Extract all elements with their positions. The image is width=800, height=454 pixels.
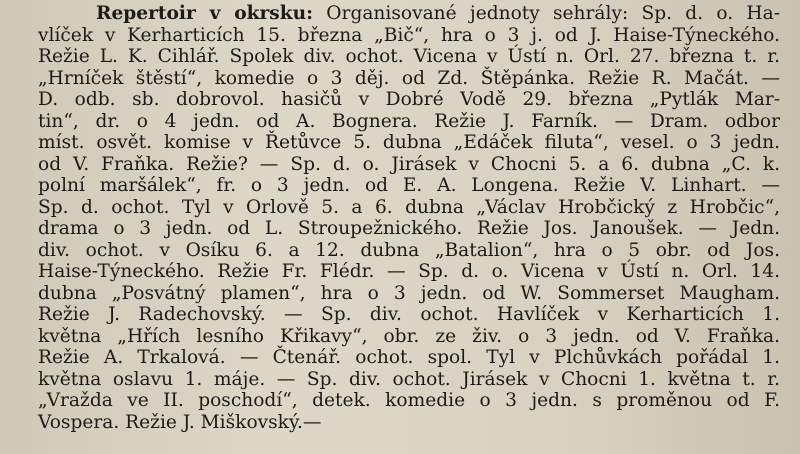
- section-heading: Repertoir v okrsku:: [96, 3, 314, 24]
- paragraph-line: Režie A. Trkalová. — Čtenář. ochot. spol. Tyl v Plchůvkách pořádal 1.: [38, 347, 780, 368]
- paragraph-line: D. odb. sb. dobrovol. hasičů v Dobré Vodě 29. března „Pytlák Mar-: [38, 89, 780, 110]
- paragraph-line: Režie J. Radechovský. — Sp. div. ochot. Havlíček v Kerharticích 1.: [38, 304, 780, 325]
- paragraph-line: „Vražda ve II. poschodí“, detek. komedie o 3 jedn. s proměnou od F.: [38, 390, 780, 411]
- paragraph-line: polní maršálek“, fr. o 3 jedn. od E. A. Longena. Režie V. Linhart. —: [38, 175, 780, 196]
- paragraph-line: Haise-Týneckého. Režie Fr. Flédr. — Sp. d. o. Vicena v Ústí n. Orl. 14.: [38, 261, 780, 282]
- paragraph-line: od V. Fraňka. Režie? — Sp. d. o. Jirásek v Chocni 5. a 6. dubna „C. k.: [38, 153, 780, 175]
- paragraph-line: Sp. d. ochot. Tyl v Orlově 5. a 6. dubna „Václav Hrobčický z Hrobčic“,: [38, 196, 780, 218]
- paragraph-line: div. ochot. v Osíku 6. a 12. dubna „Batalion“, hra o 5 obr. od Jos.: [38, 239, 780, 261]
- paragraph-line: května oslavu 1. máje. — Sp. div. ochot. Jirásek v Chocni 1. května t. r.: [38, 368, 780, 390]
- paragraph-line: dubna „Posvátný plamen“, hra o 3 jedn. od W. Sommerset Maugham.: [38, 282, 780, 304]
- paragraph-line: Režie L. K. Cihlář. Spolek div. ochot. Vicena v Ústí n. Orl. 27. března t. r.: [38, 46, 780, 67]
- paragraph-line: „Hrníček štěstí“, komedie o 3 děj. od Zd. Štěpánka. Režie R. Mačát. —: [38, 67, 780, 89]
- paragraph-line: [38, 3, 780, 25]
- line-text: Organisované jednoty sehrály: Sp. d. o. Ha-: [313, 3, 780, 24]
- paragraph-line: míst. osvět. komise v Řetůvce 5. dubna „Edáček filuta“, vesel. o 3 jedn.: [38, 132, 780, 153]
- paragraph-line: vlíček v Kerharticích 15. března „Bič“, hra o 3 j. od J. Haise-Týneckého.: [38, 24, 780, 46]
- paragraph-line: května „Hřích lesního Křikavy“, obr. ze živ. o 3 jedn. od V. Fraňka.: [38, 325, 780, 347]
- paragraph-line: drama o 3 jedn. od L. Stroupežnického. Režie Jos. Janoušek. — Jedn.: [38, 218, 780, 239]
- paragraph-line: Vospera. Režie J. Miškovský.—: [38, 411, 322, 433]
- paragraph-line: tin“, dr. o 4 jedn. od A. Bognera. Režie J. Farník. — Dram. odbor: [38, 110, 780, 132]
